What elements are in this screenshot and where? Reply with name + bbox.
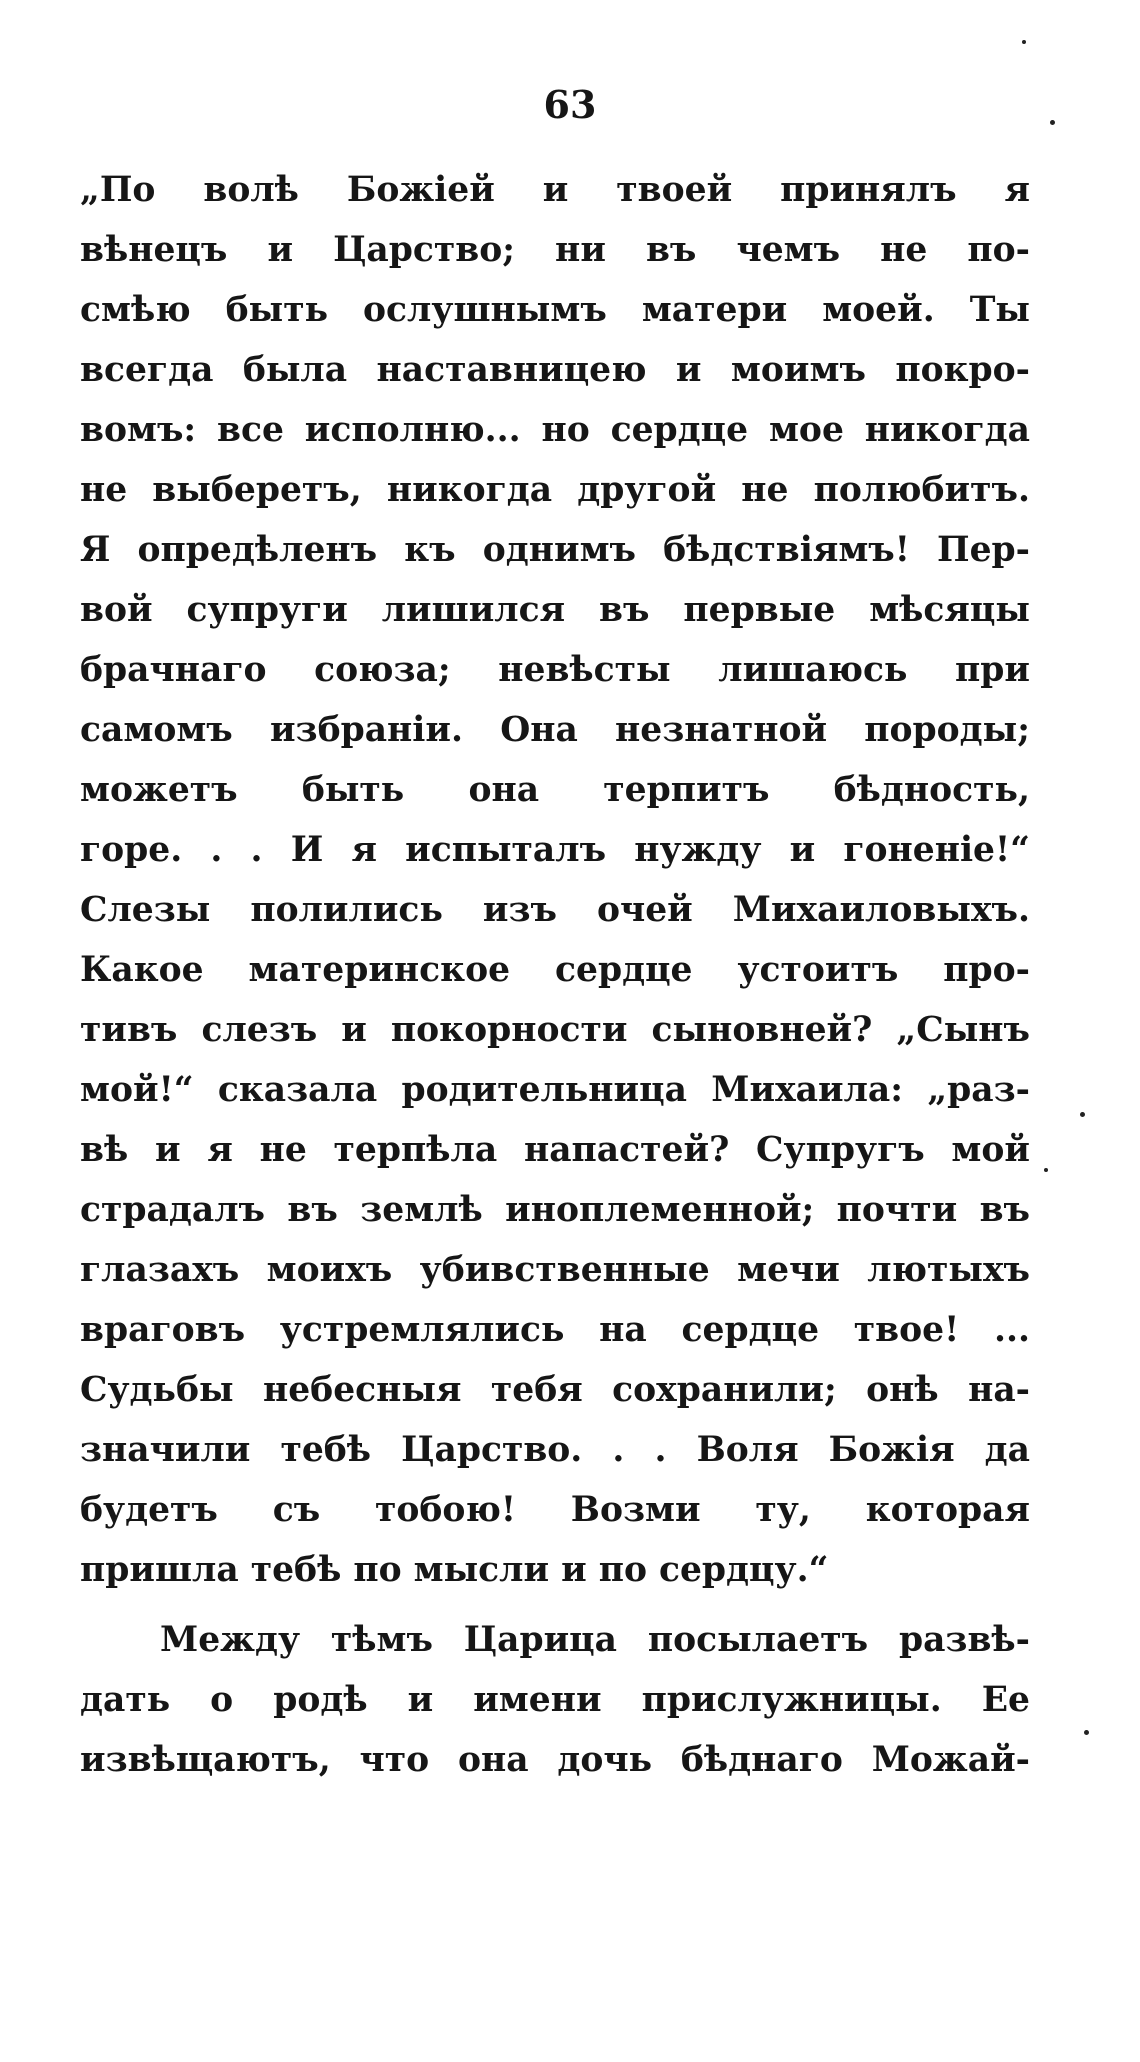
text-line: тивъ слезъ и покорности сыновней? „Сынъ <box>80 1010 1030 1050</box>
text-line: не выберетъ, никогда другой не полюбитъ. <box>80 470 1030 510</box>
text-line: враговъ устремлялись на сердце твое! ... <box>80 1310 1030 1350</box>
text-line: вой супруги лишился въ первые мѣсяцы <box>80 590 1030 630</box>
text-line: извѣщаютъ, что она дочь бѣднаго Можай- <box>80 1740 1030 1780</box>
scan-speck <box>1080 1112 1085 1117</box>
text-line: мой!“ сказала родительница Михаила: „раз- <box>80 1070 1030 1110</box>
page-number: 63 <box>543 82 597 127</box>
text-line: Я опредѣленъ къ однимъ бѣдствіямъ! Пер- <box>80 530 1030 570</box>
text-line: брачнаго союза; невѣсты лишаюсь при <box>80 650 1030 690</box>
text-line: можетъ быть она терпитъ бѣдность, <box>80 770 1030 810</box>
text-line: значили тебѣ Царство. . . Воля Божія да <box>80 1430 1030 1470</box>
text-line: Слезы полились изъ очей Михаиловыхъ. <box>80 890 1030 930</box>
text-line: дать о родѣ и имени прислужницы. Ее <box>80 1680 1030 1720</box>
text-line: Между тѣмъ Царица посылаетъ развѣ- <box>160 1620 1030 1660</box>
text-line: смѣю быть ослушнымъ матери моей. Ты <box>80 290 1030 330</box>
scan-speck <box>1084 1730 1089 1735</box>
text-line: всегда была наставницею и моимъ покро- <box>80 350 1030 390</box>
scan-speck <box>1050 120 1055 125</box>
text-line: страдалъ въ землѣ иноплеменной; почти въ <box>80 1190 1030 1230</box>
text-line: Судьбы небесныя тебя сохранили; онѣ на- <box>80 1370 1030 1410</box>
text-line: глазахъ моихъ убивственные мечи лютыхъ <box>80 1250 1030 1290</box>
scan-speck <box>1022 40 1026 44</box>
text-line: горе. . . И я испыталъ нужду и гоненіе!“ <box>80 830 1030 870</box>
scan-speck <box>1044 1168 1048 1172</box>
text-line: Какое материнское сердце устоитъ про- <box>80 950 1030 990</box>
text-line: вомъ: все исполню... но сердце мое никогда <box>80 410 1030 450</box>
body-text <box>80 160 1030 1790</box>
text-line: вѣнецъ и Царство; ни въ чемъ не по- <box>80 230 1030 270</box>
text-line: будетъ съ тобою! Возми ту, которая <box>80 1490 1030 1530</box>
text-line: самомъ избраніи. Она незнатной породы; <box>80 710 1030 750</box>
text-line: вѣ и я не терпѣла напастей? Супругъ мой <box>80 1130 1030 1170</box>
text-line: „По волѣ Божіей и твоей принялъ я <box>80 170 1030 210</box>
text-line: пришла тебѣ по мысли и по сердцу.“ <box>80 1550 829 1590</box>
